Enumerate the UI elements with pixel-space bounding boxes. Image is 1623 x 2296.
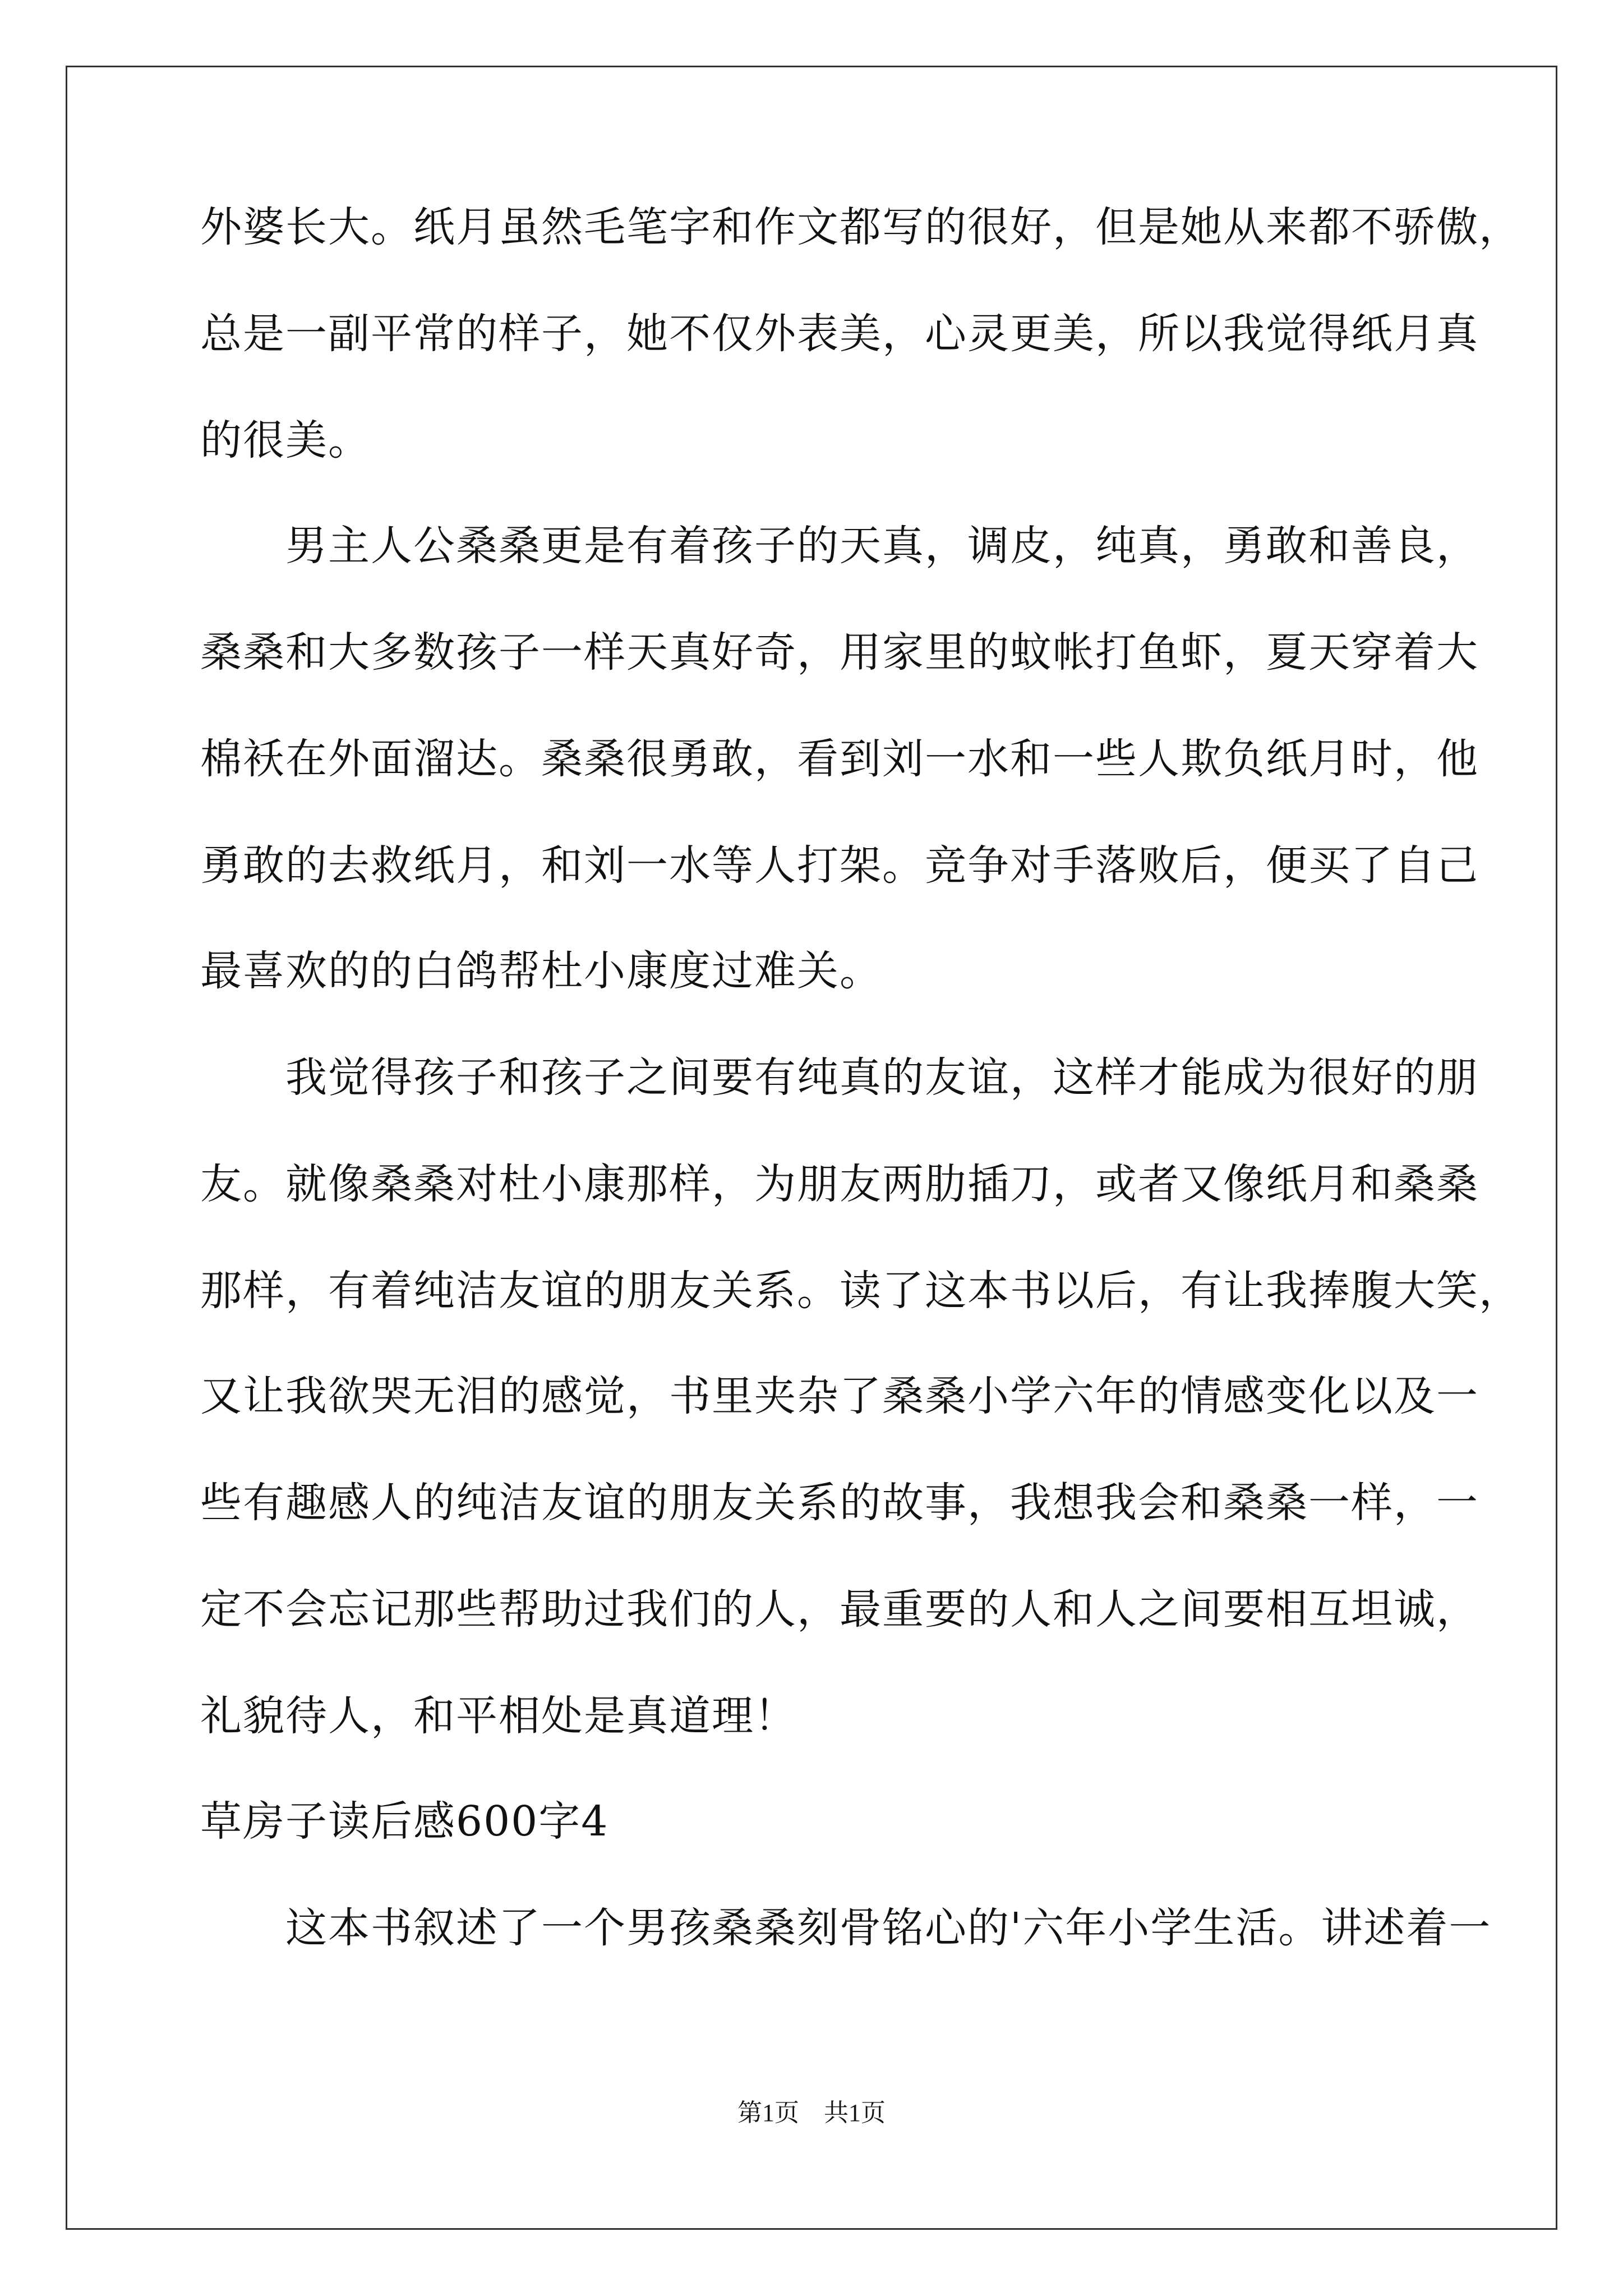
page-footer [0,2092,1623,2128]
text-line: 些有趣感人的纯洁友谊的朋友关系的故事，我想我会和桑桑一样，一 [200,1479,1479,1527]
text-line: 勇敢的去救纸月，和刘一水等人打架。竞争对手落败后，便买了自己 [200,841,1479,890]
text-line: 棉袄在外面溜达。桑桑很勇敢，看到刘一水和一些人欺负纸月时，他 [200,735,1479,783]
text-line: 又让我欲哭无泪的感觉，书里夹杂了桑桑小学六年的情感变化以及一 [200,1372,1479,1420]
text-line: 礼貌待人，和平相处是真道理！ [200,1692,797,1740]
text-line: 的很美。 [200,416,371,464]
text-line: 桑桑和大多数孩子一样天真好奇，用家里的蚊帐打鱼虾，夏天穿着大 [200,628,1479,677]
text-line: 男主人公桑桑更是有着孩子的天真，调皮，纯真，勇敢和善良， [200,522,1479,570]
text-line: 这本书叙述了一个男孩桑桑刻骨铭心的'六年小学生活。讲述着一 [200,1904,1492,1952]
text-line: 定不会忘记那些帮助过我们的人，最重要的人和人之间要相互坦诚， [200,1585,1479,1634]
text-line: 那样，有着纯洁友谊的朋友关系。读了这本书以后，有让我捧腹大笑， [200,1267,1521,1315]
page-number: 第1页 共1页 [737,2099,886,2127]
section-heading: 草房子读后感600字4 [200,1797,609,1846]
text-line: 最喜欢的的白鸽帮杜小康度过难关。 [200,947,882,995]
text-line: 外婆长大。纸月虽然毛笔字和作文都写的很好，但是她从来都不骄傲， [200,203,1521,251]
text-line: 友。就像桑桑对杜小康那样，为朋友两肋插刀，或者又像纸月和桑桑 [200,1160,1479,1208]
text-line: 我觉得孩子和孩子之间要有纯真的友谊，这样才能成为很好的朋 [200,1053,1479,1102]
text-line: 总是一副平常的样子，她不仅外表美，心灵更美，所以我觉得纸月真 [200,310,1479,358]
